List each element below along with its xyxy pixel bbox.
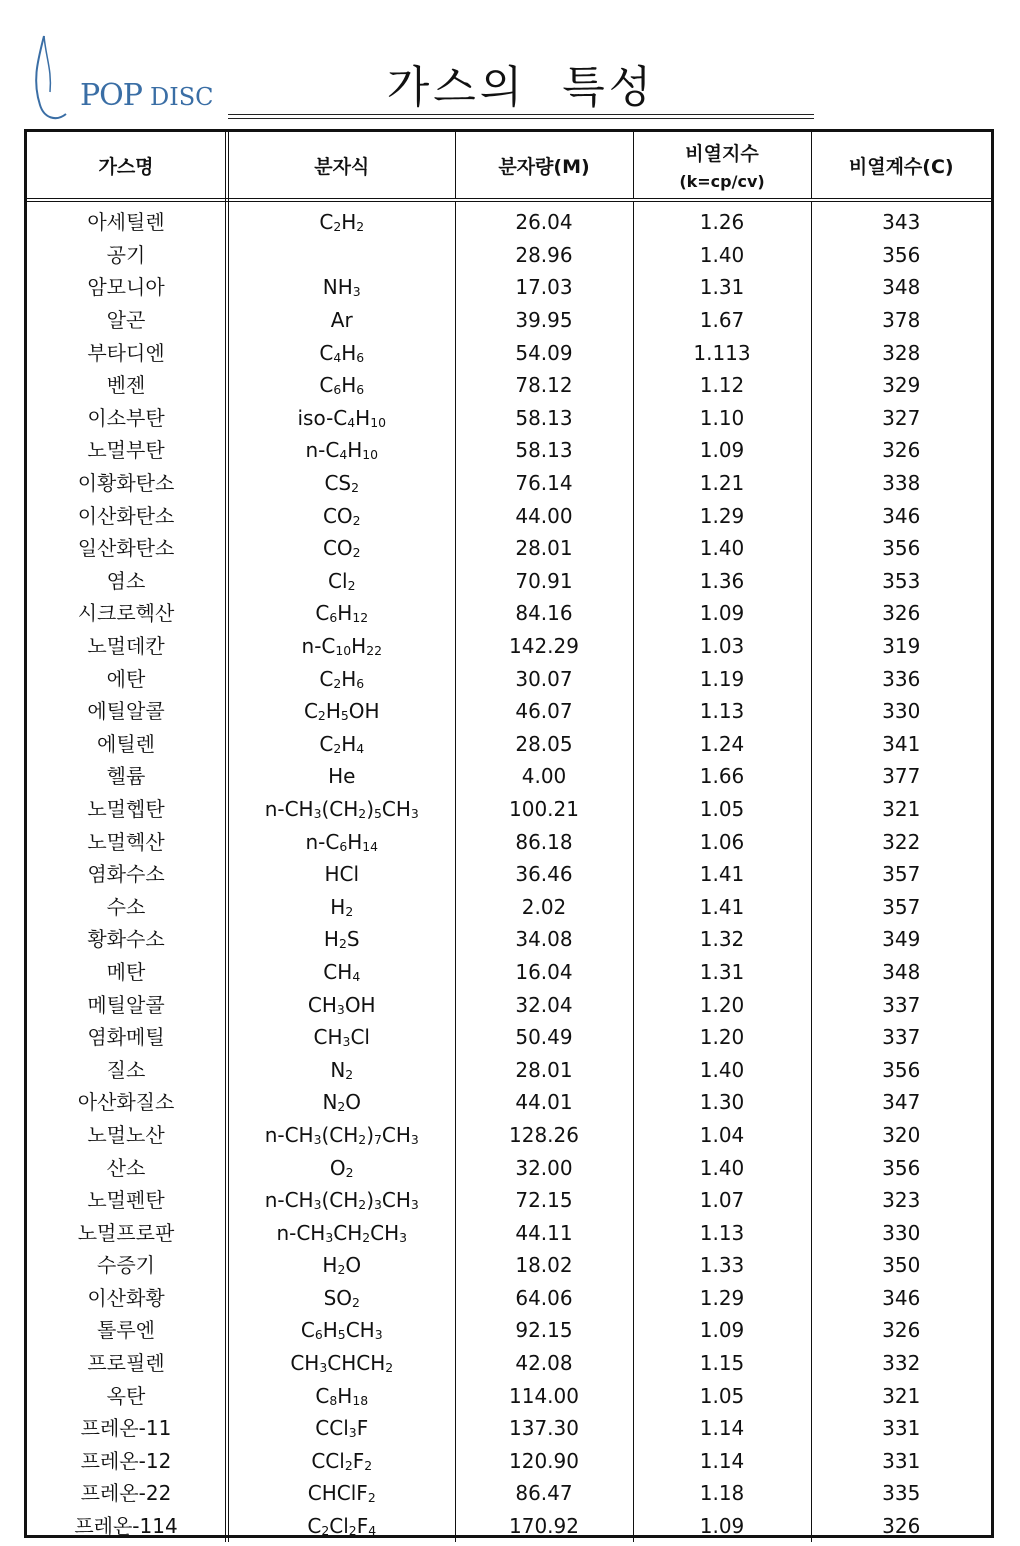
table-header-row	[27, 132, 991, 200]
table-row	[27, 467, 991, 500]
logo-text: POP DISC	[80, 78, 214, 113]
table-row	[27, 1086, 991, 1119]
k-value-cell: 1.06	[633, 825, 811, 858]
formula-cell: $Cl_2$	[227, 565, 455, 598]
c-value-cell: 356	[882, 1155, 921, 1180]
gas-name-cell: 에틸알콜	[27, 695, 227, 728]
molecular-mass-cell: 50.49	[455, 1021, 633, 1054]
molecular-mass-cell: 92.15	[455, 1314, 633, 1347]
c-value-cell: 338	[882, 471, 921, 496]
c-value-cell: 329	[882, 373, 921, 398]
table-row	[27, 1119, 991, 1152]
formula-cell: $CO_2$	[227, 499, 455, 532]
c-value-cell: 327	[882, 405, 921, 430]
table-row	[27, 499, 991, 532]
molecular-mass-cell: 28.01	[455, 1053, 633, 1086]
table-row	[27, 369, 991, 402]
table-row	[27, 304, 991, 337]
molecular-mass-cell: 2.02	[455, 890, 633, 923]
table-row	[27, 662, 991, 695]
gas-name-cell: 시크로헥산	[27, 597, 227, 630]
molecular-mass-cell: 28.01	[455, 532, 633, 565]
table-row	[27, 1314, 991, 1347]
gas-name-cell: 톨루엔	[27, 1314, 227, 1347]
c-value-cell: 320	[882, 1122, 921, 1147]
formula-cell: $C_6H_6$	[227, 369, 455, 402]
c-value-cell: 356	[882, 1057, 921, 1082]
k-value-cell: 1.31	[633, 956, 811, 989]
c-value-cell: 378	[882, 308, 921, 333]
molecular-mass-cell: 78.12	[455, 369, 633, 402]
header-specific-heat-ratio	[633, 132, 811, 200]
k-value-cell: 1.36	[633, 565, 811, 598]
k-value-cell: 1.21	[633, 467, 811, 500]
molecular-mass-cell: 42.08	[455, 1347, 633, 1380]
formula-cell: He	[227, 760, 455, 793]
gas-name-cell: 벤젠	[27, 369, 227, 402]
molecular-mass-cell: 16.04	[455, 956, 633, 989]
formula-cell: $CH_4$	[227, 956, 455, 989]
molecular-mass-cell: 58.13	[455, 434, 633, 467]
header-formula: 분자식	[227, 132, 455, 200]
k-value-cell: 1.10	[633, 402, 811, 435]
formula-cell: $n-C_{10}H_{22}$	[227, 630, 455, 663]
header-k-line2: (k=cp/cv)	[679, 172, 765, 191]
gas-name-cell: 이황화탄소	[27, 467, 227, 500]
formula-cell	[227, 239, 455, 272]
header-k-line1: 비열지수	[685, 143, 759, 165]
table-row	[27, 825, 991, 858]
table-row	[27, 1053, 991, 1086]
k-value-cell: 1.29	[633, 499, 811, 532]
molecular-mass-cell: 100.21	[455, 793, 633, 826]
gas-name-cell: 공기	[27, 239, 227, 272]
table-row	[27, 1510, 991, 1543]
k-value-cell: 1.09	[633, 434, 811, 467]
c-value-cell: 356	[882, 242, 921, 267]
formula-cell: $CH_3CHCH_2$	[227, 1347, 455, 1380]
table-row	[27, 565, 991, 598]
k-value-cell: 1.04	[633, 1119, 811, 1152]
molecular-mass-cell: 142.29	[455, 630, 633, 663]
gas-name-cell: 질소	[27, 1053, 227, 1086]
molecular-mass-cell: 30.07	[455, 662, 633, 695]
formula-cell: $CH_3OH$	[227, 988, 455, 1021]
gas-name-cell: 이산화탄소	[27, 499, 227, 532]
c-value-cell: 328	[882, 340, 921, 365]
c-value-cell: 326	[882, 1318, 921, 1343]
table-body	[27, 200, 991, 1542]
gas-name-cell: 노멀프로판	[27, 1216, 227, 1249]
gas-name-cell: 부타디엔	[27, 336, 227, 369]
formula-cell: $N_2O$	[227, 1086, 455, 1119]
molecular-mass-cell: 44.01	[455, 1086, 633, 1119]
formula-cell: $H_2S$	[227, 923, 455, 956]
gas-name-cell: 프레온-22	[27, 1477, 227, 1510]
formula-cell: $n-CH_3CH_2CH_3$	[227, 1216, 455, 1249]
k-value-cell: 1.20	[633, 1021, 811, 1054]
table-row	[27, 1347, 991, 1380]
molecular-mass-cell: 54.09	[455, 336, 633, 369]
k-value-cell: 1.03	[633, 630, 811, 663]
table-row	[27, 336, 991, 369]
formula-cell: $C_6H_{12}$	[227, 597, 455, 630]
k-value-cell: 1.05	[633, 793, 811, 826]
gas-name-cell: 염화메틸	[27, 1021, 227, 1054]
c-value-cell: 332	[882, 1351, 921, 1376]
k-value-cell: 1.12	[633, 369, 811, 402]
c-value-cell: 343	[882, 210, 921, 235]
formula-cell: $C_4H_6$	[227, 336, 455, 369]
molecular-mass-cell: 44.11	[455, 1216, 633, 1249]
molecular-mass-cell: 32.00	[455, 1151, 633, 1184]
k-value-cell: 1.33	[633, 1249, 811, 1282]
gas-name-cell: 노멀부탄	[27, 434, 227, 467]
gas-name-cell: 염소	[27, 565, 227, 598]
molecular-mass-cell: 64.06	[455, 1282, 633, 1315]
formula-cell: CCl$_3$F	[227, 1412, 455, 1445]
k-value-cell: 1.18	[633, 1477, 811, 1510]
molecular-mass-cell: 28.96	[455, 239, 633, 272]
formula-cell: Ar	[227, 304, 455, 337]
molecular-mass-cell: 39.95	[455, 304, 633, 337]
c-value-cell: 326	[882, 438, 921, 463]
header-molecular-mass: 분자량(M)	[455, 132, 633, 200]
molecular-mass-cell: 128.26	[455, 1119, 633, 1152]
gas-name-cell: 프레온-12	[27, 1445, 227, 1478]
table-row	[27, 1216, 991, 1249]
table-row	[27, 988, 991, 1021]
formula-cell: $C_8H_{18}$	[227, 1379, 455, 1412]
table-row	[27, 1151, 991, 1184]
k-value-cell: 1.24	[633, 728, 811, 761]
page-title: 가스의 특성	[386, 62, 656, 113]
gas-name-cell: 산소	[27, 1151, 227, 1184]
molecular-mass-cell: 18.02	[455, 1249, 633, 1282]
c-value-cell: 331	[882, 1416, 921, 1441]
molecular-mass-cell: 120.90	[455, 1445, 633, 1478]
formula-cell: $C_2H_5OH$	[227, 695, 455, 728]
k-value-cell: 1.20	[633, 988, 811, 1021]
table-row	[27, 630, 991, 663]
formula-cell: $C_2Cl_2F_4$	[227, 1510, 455, 1543]
formula-cell: $H_2O$	[227, 1249, 455, 1282]
gas-name-cell: 알곤	[27, 304, 227, 337]
table-row	[27, 1021, 991, 1054]
k-value-cell: 1.32	[633, 923, 811, 956]
k-value-cell: 1.40	[633, 532, 811, 565]
table-row	[27, 890, 991, 923]
table-row	[27, 793, 991, 826]
formula-cell: $H_2$	[227, 890, 455, 923]
table-row	[27, 923, 991, 956]
gas-name-cell: 프레온-11	[27, 1412, 227, 1445]
molecular-mass-cell: 86.18	[455, 825, 633, 858]
table-row	[27, 532, 991, 565]
c-value-cell: 323	[882, 1188, 921, 1213]
k-value-cell: 1.26	[633, 200, 811, 239]
k-value-cell: 1.09	[633, 1510, 811, 1543]
gas-name-cell: 노멀헥산	[27, 825, 227, 858]
header-gas-name: 가스명	[27, 132, 227, 200]
c-value-cell: 337	[882, 1025, 921, 1050]
gas-name-cell: 에탄	[27, 662, 227, 695]
c-value-cell: 337	[882, 992, 921, 1017]
k-value-cell: 1.30	[633, 1086, 811, 1119]
table-row	[27, 1379, 991, 1412]
molecular-mass-cell: 4.00	[455, 760, 633, 793]
gas-name-cell: 메탄	[27, 956, 227, 989]
formula-cell: $SO_2$	[227, 1282, 455, 1315]
formula-cell: $n-CH_3(CH_2)_3CH_3$	[227, 1184, 455, 1217]
k-value-cell: 1.67	[633, 304, 811, 337]
formula-cell: $NH_3$	[227, 271, 455, 304]
gas-name-cell: 프로필렌	[27, 1347, 227, 1380]
gas-name-cell: 염화수소	[27, 858, 227, 891]
c-value-cell: 353	[882, 568, 921, 593]
k-value-cell: 1.41	[633, 890, 811, 923]
formula-cell: $n-CH_3(CH_2)_7CH_3$	[227, 1119, 455, 1152]
table-row	[27, 956, 991, 989]
k-value-cell: 1.29	[633, 1282, 811, 1315]
molecular-mass-cell: 34.08	[455, 923, 633, 956]
gas-name-cell: 수소	[27, 890, 227, 923]
c-value-cell: 321	[882, 796, 921, 821]
molecular-mass-cell: 84.16	[455, 597, 633, 630]
molecular-mass-cell: 170.92	[455, 1510, 633, 1543]
c-value-cell: 331	[882, 1448, 921, 1473]
formula-cell: $CO_2$	[227, 532, 455, 565]
table-row	[27, 1249, 991, 1282]
c-value-cell: 319	[882, 634, 921, 659]
molecular-mass-cell: 86.47	[455, 1477, 633, 1510]
gas-name-cell: 일산화탄소	[27, 532, 227, 565]
molecular-mass-cell: 28.05	[455, 728, 633, 761]
c-value-cell: 341	[882, 731, 921, 756]
gas-name-cell: 에틸렌	[27, 728, 227, 761]
molecular-mass-cell: 26.04	[455, 200, 633, 239]
formula-cell: HCl	[227, 858, 455, 891]
formula-cell: $n-CH_3(CH_2)_5CH_3$	[227, 793, 455, 826]
title-underline	[228, 114, 814, 119]
formula-cell: $C_2H_4$	[227, 728, 455, 761]
molecular-mass-cell: 72.15	[455, 1184, 633, 1217]
table-row	[27, 760, 991, 793]
c-value-cell: 348	[882, 959, 921, 984]
gas-name-cell: 아산화질소	[27, 1086, 227, 1119]
k-value-cell: 1.113	[633, 336, 811, 369]
c-value-cell: 348	[882, 275, 921, 300]
table-row	[27, 1445, 991, 1478]
molecular-mass-cell: 32.04	[455, 988, 633, 1021]
gas-name-cell: 노멀데칸	[27, 630, 227, 663]
molecular-mass-cell: 114.00	[455, 1379, 633, 1412]
formula-cell: $n-C_6H_{14}$	[227, 825, 455, 858]
table-row	[27, 1184, 991, 1217]
k-value-cell: 1.31	[633, 271, 811, 304]
c-value-cell: 357	[882, 894, 921, 919]
table-row	[27, 271, 991, 304]
table-row	[27, 1412, 991, 1445]
k-value-cell: 1.13	[633, 1216, 811, 1249]
c-value-cell: 350	[882, 1253, 921, 1278]
molecular-mass-cell: 46.07	[455, 695, 633, 728]
formula-cell: $C_2H_2$	[227, 200, 455, 239]
gas-name-cell: 아세틸렌	[27, 200, 227, 239]
gas-name-cell: 프레온-114	[27, 1510, 227, 1543]
c-value-cell: 326	[882, 601, 921, 626]
c-value-cell: 346	[882, 503, 921, 528]
k-value-cell: 1.09	[633, 597, 811, 630]
c-value-cell: 336	[882, 666, 921, 691]
gas-name-cell: 옥탄	[27, 1379, 227, 1412]
c-value-cell: 335	[882, 1481, 921, 1506]
k-value-cell: 1.05	[633, 1379, 811, 1412]
pop-disc-logo	[30, 30, 214, 130]
table-row	[27, 1282, 991, 1315]
formula-cell: iso-$C_4H_{10}$	[227, 402, 455, 435]
formula-cell: $CCl_2F_2$	[227, 1445, 455, 1478]
gas-name-cell: 황화수소	[27, 923, 227, 956]
table-row	[27, 597, 991, 630]
gas-name-cell: 노멀펜탄	[27, 1184, 227, 1217]
c-value-cell: 346	[882, 1285, 921, 1310]
gas-name-cell: 메틸알콜	[27, 988, 227, 1021]
table-row	[27, 434, 991, 467]
molecular-mass-cell: 58.13	[455, 402, 633, 435]
formula-cell: $C_2H_6$	[227, 662, 455, 695]
formula-cell: $CS_2$	[227, 467, 455, 500]
molecular-mass-cell: 44.00	[455, 499, 633, 532]
c-value-cell: 322	[882, 829, 921, 854]
table-row	[27, 695, 991, 728]
c-value-cell: 330	[882, 1220, 921, 1245]
c-value-cell: 326	[882, 1514, 921, 1539]
formula-cell: $N_2$	[227, 1053, 455, 1086]
k-value-cell: 1.14	[633, 1412, 811, 1445]
molecular-mass-cell: 137.30	[455, 1412, 633, 1445]
table-row	[27, 728, 991, 761]
k-value-cell: 1.19	[633, 662, 811, 695]
molecular-mass-cell: 36.46	[455, 858, 633, 891]
table-row	[27, 200, 991, 239]
molecular-mass-cell: 76.14	[455, 467, 633, 500]
k-value-cell: 1.40	[633, 1151, 811, 1184]
gas-name-cell: 노멀헵탄	[27, 793, 227, 826]
formula-cell: $CH_3Cl$	[227, 1021, 455, 1054]
formula-cell: $n-C_4H_{10}$	[227, 434, 455, 467]
k-value-cell: 1.09	[633, 1314, 811, 1347]
gas-name-cell: 노멀노산	[27, 1119, 227, 1152]
gas-name-cell: 암모니아	[27, 271, 227, 304]
gas-properties-table	[24, 129, 994, 1538]
c-value-cell: 321	[882, 1383, 921, 1408]
gas-name-cell: 이소부탄	[27, 402, 227, 435]
c-value-cell: 356	[882, 536, 921, 561]
k-value-cell: 1.40	[633, 1053, 811, 1086]
c-value-cell: 347	[882, 1090, 921, 1115]
header-specific-heat-coefficient: 비열계수(C)	[811, 132, 991, 200]
molecular-mass-cell: 70.91	[455, 565, 633, 598]
gas-name-cell: 이산화황	[27, 1282, 227, 1315]
formula-cell: $O_2$	[227, 1151, 455, 1184]
c-value-cell: 377	[882, 764, 921, 789]
c-value-cell: 349	[882, 927, 921, 952]
table-row	[27, 402, 991, 435]
molecular-mass-cell: 17.03	[455, 271, 633, 304]
formula-cell: CHClF$_2$	[227, 1477, 455, 1510]
k-value-cell: 1.66	[633, 760, 811, 793]
c-value-cell: 330	[882, 699, 921, 724]
k-value-cell: 1.40	[633, 239, 811, 272]
gas-name-cell: 수증기	[27, 1249, 227, 1282]
c-value-cell: 357	[882, 862, 921, 887]
table-row	[27, 1477, 991, 1510]
k-value-cell: 1.13	[633, 695, 811, 728]
k-value-cell: 1.07	[633, 1184, 811, 1217]
gas-name-cell: 헬륨	[27, 760, 227, 793]
k-value-cell: 1.15	[633, 1347, 811, 1380]
table-row	[27, 239, 991, 272]
formula-cell: $C_6H_5CH_3$	[227, 1314, 455, 1347]
k-value-cell: 1.41	[633, 858, 811, 891]
k-value-cell: 1.14	[633, 1445, 811, 1478]
table-row	[27, 858, 991, 891]
